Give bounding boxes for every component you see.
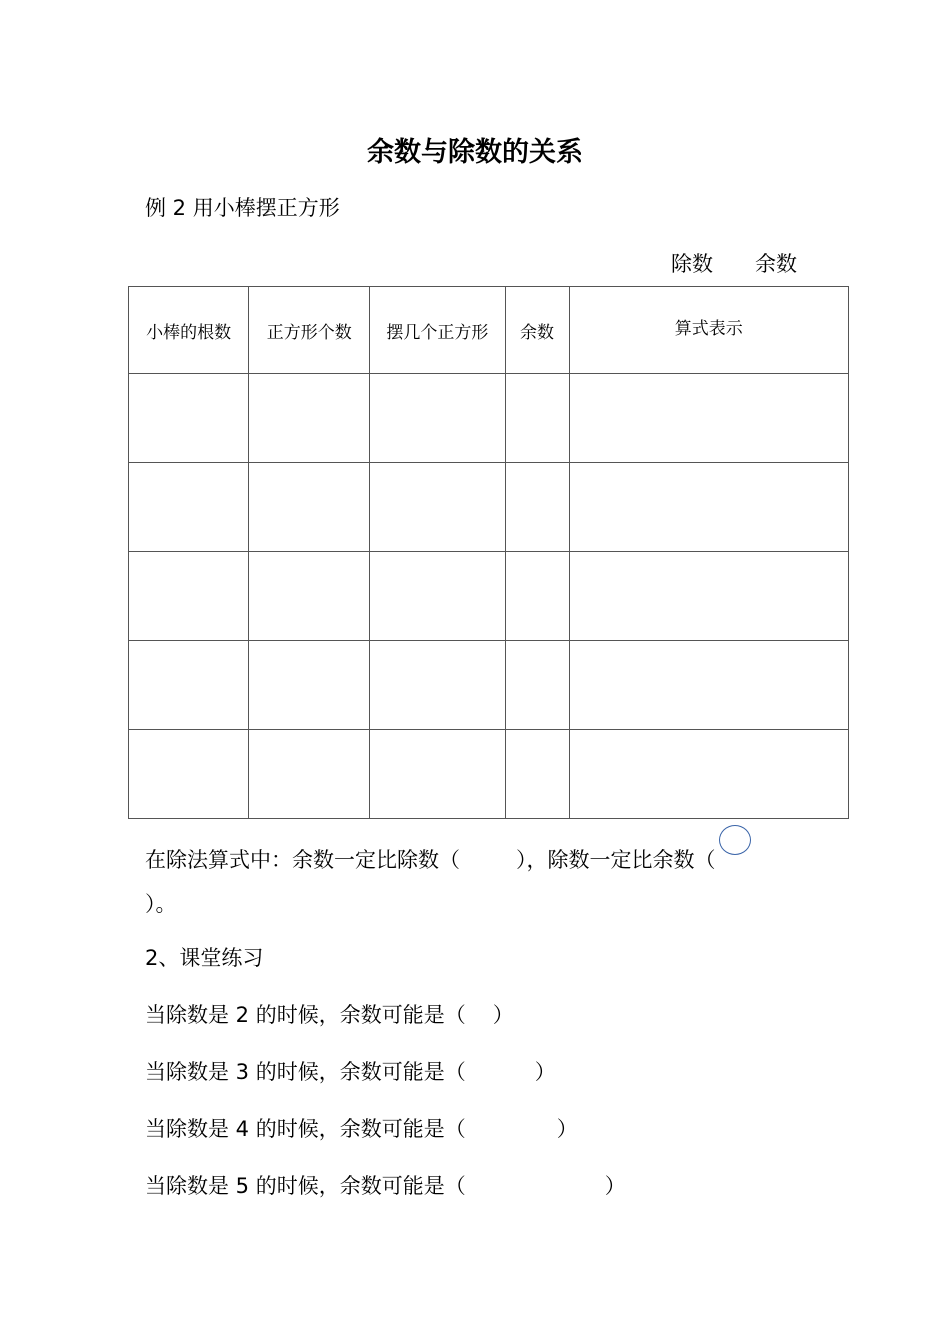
table-cell[interactable] xyxy=(505,552,569,641)
table-cell[interactable] xyxy=(505,374,569,463)
table-header-row xyxy=(129,287,849,374)
fill-blank-continuation: ）。 xyxy=(145,892,177,916)
table-cell[interactable] xyxy=(249,552,370,641)
fill-blank-sentence: 在除法算式中：余数一定比除数（ ），除数一定比余数（ xyxy=(145,848,716,872)
table-cell[interactable] xyxy=(569,463,848,552)
table-cell[interactable] xyxy=(129,730,249,819)
table-row xyxy=(129,641,849,730)
table-cell[interactable] xyxy=(505,641,569,730)
table-cell[interactable] xyxy=(505,463,569,552)
table-cell[interactable] xyxy=(569,641,848,730)
table-cell[interactable] xyxy=(249,730,370,819)
header-expression: 算式表示 xyxy=(569,287,848,374)
table-cell[interactable] xyxy=(370,552,505,641)
table-row xyxy=(129,374,849,463)
worksheet-table xyxy=(128,286,849,819)
table-cell[interactable] xyxy=(569,730,848,819)
table-cell[interactable] xyxy=(505,730,569,819)
table-cell[interactable] xyxy=(129,552,249,641)
practice-heading: 2、课堂练习 xyxy=(145,946,264,970)
practice-question: 当除数是 2 的时候，余数可能是（ ） xyxy=(145,1003,514,1027)
table-cell[interactable] xyxy=(370,463,505,552)
table-cell[interactable] xyxy=(129,641,249,730)
header-stick-count: 小棒的根数 xyxy=(129,287,249,374)
practice-question: 当除数是 3 的时候，余数可能是（ ） xyxy=(145,1060,556,1084)
divisor-label: 除数 xyxy=(671,252,713,276)
table-row xyxy=(129,730,849,819)
table-cell[interactable] xyxy=(569,552,848,641)
table-row xyxy=(129,463,849,552)
remainder-label: 余数 xyxy=(755,252,797,276)
table-row xyxy=(129,552,849,641)
table-cell[interactable] xyxy=(370,730,505,819)
practice-question: 当除数是 4 的时候，余数可能是（ ） xyxy=(145,1117,578,1141)
example-heading: 例 2 用小棒摆正方形 xyxy=(145,196,340,220)
table-cell[interactable] xyxy=(129,374,249,463)
table-cell[interactable] xyxy=(370,641,505,730)
page-title: 余数与除数的关系 xyxy=(367,137,583,168)
table-cell[interactable] xyxy=(569,374,848,463)
header-square-count: 正方形个数 xyxy=(249,287,370,374)
table-cell[interactable] xyxy=(249,641,370,730)
table-cell[interactable] xyxy=(249,463,370,552)
table-cell[interactable] xyxy=(249,374,370,463)
practice-question: 当除数是 5 的时候，余数可能是（ ） xyxy=(145,1174,626,1198)
table-cell[interactable] xyxy=(370,374,505,463)
circle-mark-icon xyxy=(719,825,751,855)
header-squares-made: 摆几个正方形 xyxy=(370,287,505,374)
header-remainder: 余数 xyxy=(505,287,569,374)
table-cell[interactable] xyxy=(129,463,249,552)
